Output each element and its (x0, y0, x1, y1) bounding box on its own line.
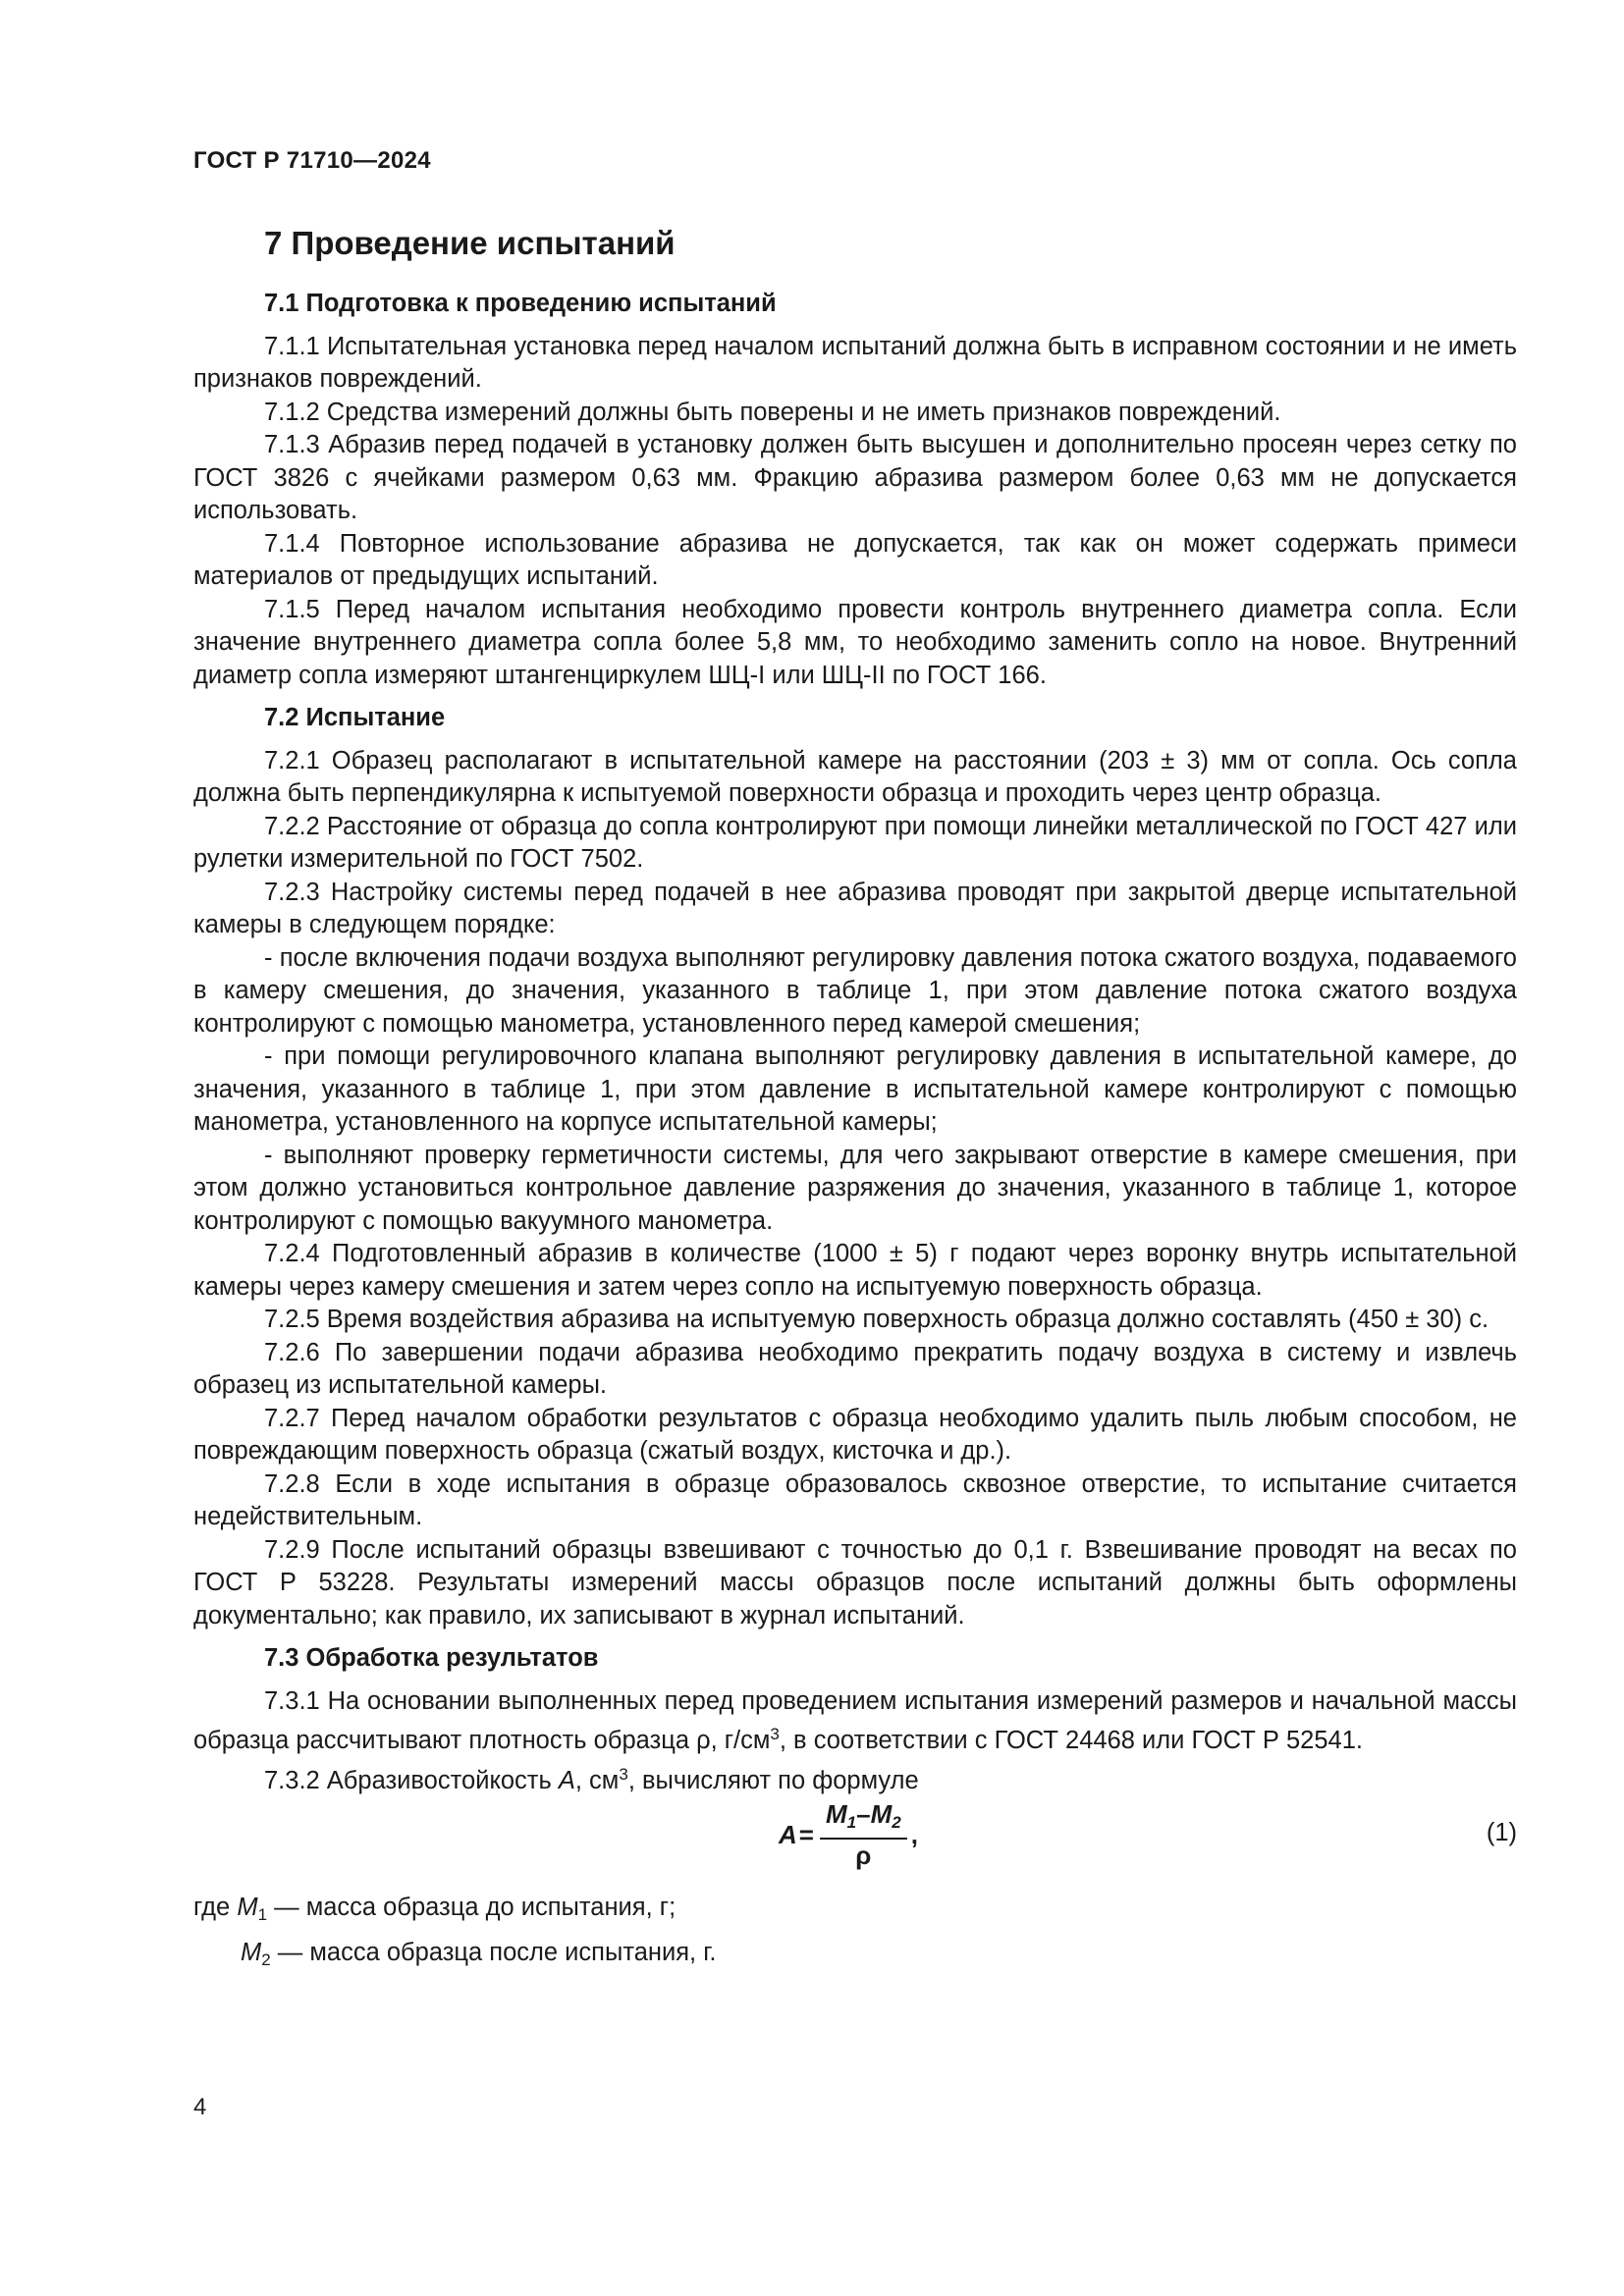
clause-7-2-3: 7.2.3 Настройку системы перед подачей в нее абразива проводят при закрытой дверце испытательной камеры в следующем порядке: (193, 878, 1517, 938)
clause-7-2-6: 7.2.6 По завершении подачи абразива необходимо прекратить подачу воздуха в систему и извлечь образец из испытательной камеры. (193, 1338, 1517, 1399)
formula-fraction (820, 1799, 907, 1871)
list-item: - после включения подачи воздуха выполняют регулировку давления потока сжатого воздуха, подаваемого в камеру смешения, до значения, указанного в таблице 1, при этом давление потока сжатого воздуха контролируют с помощью манометра, установленного перед камерой смешения; (193, 943, 1517, 1038)
legend-m1-desc: — масса образца до испытания, г; (267, 1894, 677, 1921)
clause-7-3-1-text: 7.3.1 На основании выполненных перед проведением испытания измерений размеров и начальной массы образца рассчитывают плотность образца ρ, г/см (193, 1686, 1517, 1754)
subsection-7-1-heading: 7.1 Подготовка к проведению испытаний (264, 290, 777, 317)
formula-1 (779, 1799, 918, 1871)
subsection-7-3-heading: 7.3 Обработка результатов (264, 1644, 599, 1672)
formula-equals: = (798, 1819, 814, 1849)
clause-7-2-2: 7.2.2 Расстояние от образца до сопла контролируют при помощи линейки металлической по ГОСТ 427 или рулетки измерительной по ГОСТ 7502. (193, 812, 1517, 873)
list-item: - при помощи регулировочного клапана выполняют регулировку давления в испытательной камере, до значения, указанного в таблице 1, при этом давление в испытательной камере контролируют с помощью манометра, установленного на корпусе испытательной камеры; (193, 1042, 1517, 1136)
clause-7-3-2 (193, 1758, 1517, 1798)
clause-7-1-4: 7.1.4 Повторное использование абразива не допускается, так как он может содержать примеси материалов от предыдущих испытаний. (193, 529, 1517, 590)
subscript: 2 (892, 1813, 901, 1832)
formula-m1: M (825, 1799, 847, 1829)
clause-7-2-8: 7.2.8 Если в ходе испытания в образце образовалось сквозное отверстие, то испытание считается недействительным. (193, 1469, 1517, 1530)
section-7-heading: 7 Проведение испытаний (264, 225, 676, 261)
formula-denominator: ρ (855, 1841, 872, 1870)
legend-lead: где (193, 1894, 238, 1921)
clause-7-3-2-tail: , вычисляют по формуле (627, 1766, 919, 1794)
clause-7-3-2-text: 7.3.2 Абразивостойкость (264, 1766, 559, 1794)
standard-designation: ГОСТ Р 71710—2024 (193, 147, 431, 174)
formula-numerator (820, 1799, 907, 1840)
variable-m2: M (241, 1939, 262, 1966)
variable-legend (193, 1890, 1517, 1980)
clause-7-3-1-tail: , в соответствии с ГОСТ 24468 или ГОСТ Р 52541. (779, 1727, 1363, 1754)
variable-m1: M (237, 1894, 258, 1921)
clause-7-2-7: 7.2.7 Перед началом обработки результатов с образца необходимо удалить пыль любым способом, не повреждающим поверхность образца (сжатый воздух, кисточка и др.). (193, 1404, 1517, 1465)
formula-row (193, 1797, 1517, 1874)
clause-7-1-3: 7.1.3 Абразив перед подачей в установку должен быть высушен и дополнительно просеян через сетку по ГОСТ 3826 с ячейками размером 0,63 мм. Фракцию абразива размером более 0,63 мм не допускается использовать. (193, 431, 1517, 524)
equation-number: (1) (1486, 1819, 1517, 1846)
clause-7-1-2: 7.1.2 Средства измерений должны быть поверены и не иметь признаков повреждений. (264, 398, 1281, 426)
formula-minus: – (856, 1799, 871, 1829)
superscript: 3 (619, 1764, 628, 1784)
clause-7-1-5: 7.1.5 Перед началом испытания необходимо провести контроль внутреннего диаметра сопла. Если значение внутреннего диаметра сопла более 5,8 мм, то необходимо заменить сопло на новое. Внутренний диаметр сопла измеряют штангенциркулем ШЦ-I или ШЦ-II по ГОСТ 166. (193, 595, 1517, 689)
clause-7-2-4: 7.2.4 Подготовленный абразив в количестве (1000 ± 5) г подают через воронку внутрь испытательной камеры через камеру смешения и затем через сопло на испытуемую поверхность образца. (193, 1240, 1517, 1301)
subscript: 1 (846, 1813, 857, 1832)
formula-lhs: A (779, 1819, 797, 1849)
subscript: 1 (257, 1905, 268, 1924)
legend-row-m1 (193, 1890, 1517, 1933)
subscript: 2 (261, 1950, 271, 1969)
clause-7-1-1: 7.1.1 Испытательная установка перед началом испытаний должна быть в исправном состоянии и не иметь признаков повреждений. (193, 332, 1517, 393)
clause-7-2-9: 7.2.9 После испытаний образцы взвешивают с точностью до 0,1 г. Взвешивание проводят на весах по ГОСТ Р 53228. Результаты измерений массы образцов после испытаний должны быть оформлены документально; как правило, их записывают в журнал испытаний. (193, 1535, 1517, 1629)
page-number: 4 (193, 2094, 207, 2120)
variable-a: A (558, 1766, 575, 1794)
page-content (193, 224, 1517, 1980)
formula-comma: , (910, 1819, 918, 1849)
list-item: - выполняют проверку герметичности системы, для чего закрывают отверстие в камере смешения, при этом должно установиться контрольное давление разряжения до значения, указанного в таблице 1, которое контролируют с помощью вакуумного манометра. (193, 1141, 1517, 1235)
legend-m2-desc: — масса образца после испытания, г. (270, 1939, 717, 1966)
clause-7-2-1: 7.2.1 Образец располагают в испытательной камере на расстоянии (203 ± 3) мм от сопла. Ось сопла должна быть перпендикулярна к испытуемой поверхности образца и проходить через центр образца. (193, 746, 1517, 807)
clause-7-2-5: 7.2.5 Время воздействия абразива на испытуемую поверхность образца должно составлять (450 ± 30) с. (264, 1306, 1489, 1333)
formula-m2: M (870, 1799, 893, 1829)
subsection-7-2-heading: 7.2 Испытание (264, 704, 446, 731)
unit: , см (574, 1766, 620, 1794)
clause-7-3-1 (193, 1685, 1517, 1758)
superscript: 3 (770, 1725, 780, 1743)
legend-row-m2 (193, 1933, 1517, 1980)
